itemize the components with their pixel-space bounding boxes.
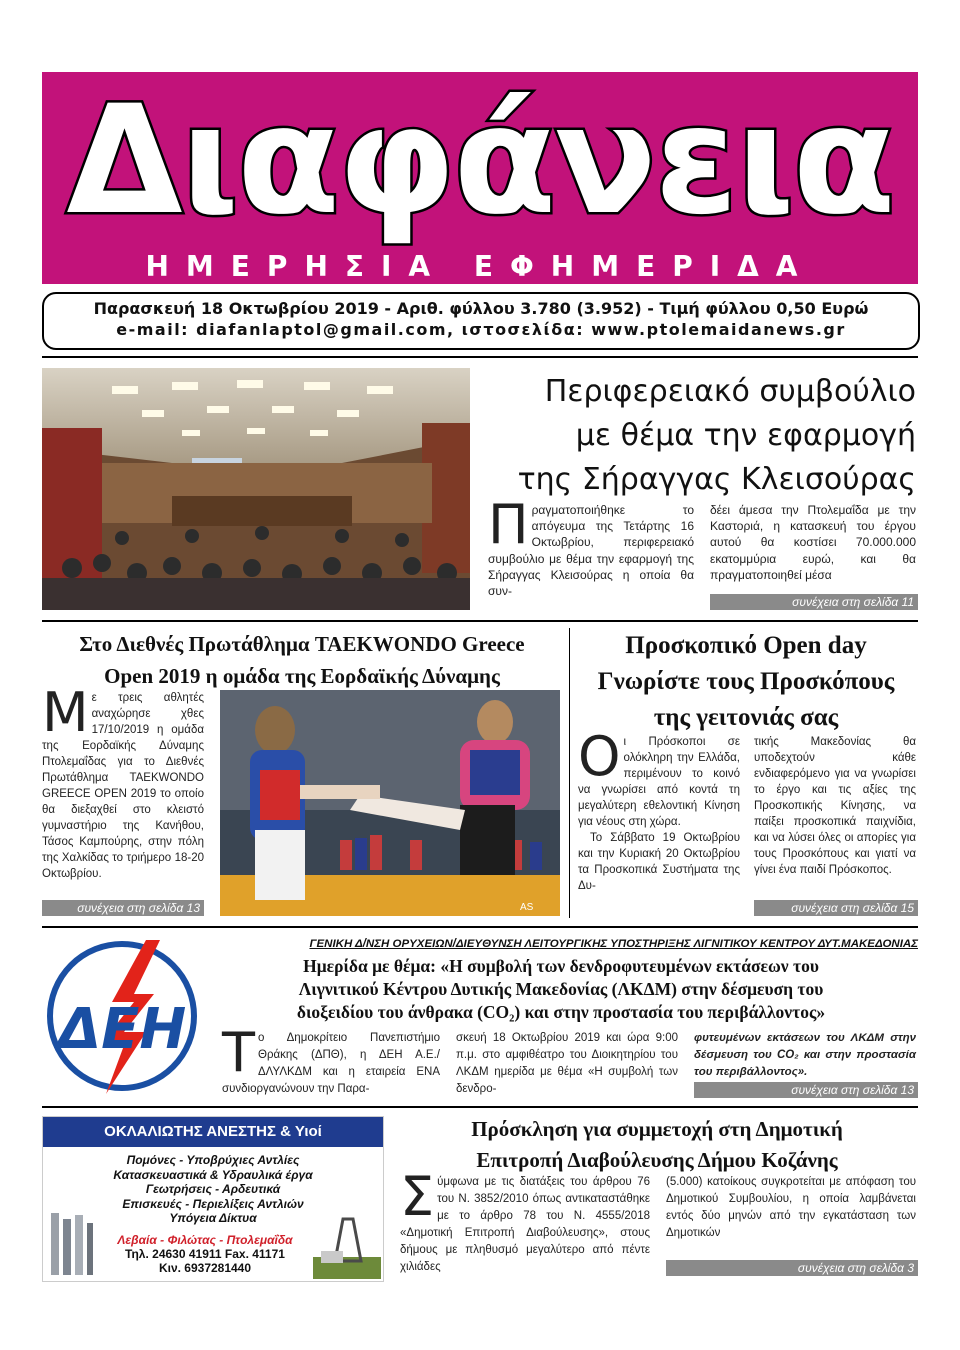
article1-headline: Περιφερειακό συμβούλιο με θέμα την εφαρμογή της Σήραγγας Κλεισούρας <box>517 374 916 497</box>
article5-dropcap: Σ <box>400 1165 435 1228</box>
divider <box>42 356 918 358</box>
article1-col1: Πραγματοποιήθηκε το απόγευμα της Τετάρτης 16 Οκτωβρίου, περιφερειακό συμβούλιο με θέμα την εφαρμογή της Σήραγγας Κλεισούρας η οποία θα συν- <box>488 493 694 599</box>
article4-dropcap: Τ <box>222 1021 255 1084</box>
ad-location: Λεβαία - Φιλώτας - Πτολεμαΐδα <box>117 1233 293 1247</box>
article3-col1: Οι Πρόσκοποι σε ολόκληρη την Ελλάδα, περιμένουν το κοινό να γνωρίσει από κοντά τη μεγαλύτερη εθελοντική Κίνηση για νέους στη χώρα. Το Σάββατο 19 Οκτωβρίου και την Κυριακή 20 Οκτωβρίου τα Προσκοπικά Συστήματα της Δυ- <box>578 725 740 892</box>
divider <box>42 926 918 928</box>
article5-headline: Πρόσκληση για συμμετοχή στη Δημοτική Επιτροπή Διαβούλευσης Δήμου Κοζάνης <box>471 1117 843 1172</box>
article4-col1: Το Δημοκρίτειο Πανεπιστήμιο Θράκης (ΔΠΘ), η ΔΕΗ Α.Ε./ΔΛΥΛΚΔΜ και η εταιρεία ΕΝΑ συνδιοργανώνουν την Παρα- <box>222 1021 440 1095</box>
column-divider <box>569 628 570 918</box>
article1-continued[interactable]: συνέχεια στη σελίδα 11 <box>710 594 918 610</box>
ad-header: ΟΚΛΑΛΙΩΤΗΣ ΑΝΕΣΤΗΣ & Υιοί <box>43 1117 383 1147</box>
article1-col2: δέει άμεσα την Πτολεμαΐδα με την Καστοριά, η κατασκευή του έργου αυτού θα κοστίσει 70.000.000 εκατομμύρια ευρώ, και θα πραγματοποιηθεί μέσα <box>710 503 916 582</box>
council-photo <box>42 368 470 610</box>
newspaper-title: Διαφάνεια <box>66 74 894 248</box>
masthead <box>42 72 918 284</box>
svg-text:AS: AS <box>520 902 534 913</box>
article5-continued[interactable]: συνέχεια στη σελίδα 3 <box>666 1260 918 1276</box>
article2-continued[interactable]: συνέχεια στη σελίδα 13 <box>42 900 204 916</box>
taekwondo-photo <box>220 690 560 916</box>
ad-phone: Τηλ. 24630 41911 Fax. 41171 <box>125 1247 285 1261</box>
article4-col3: φυτευμένων εκτάσεων του ΛΚΔΜ στην δέσμευση του CO₂ και στην προστασία του περιβάλλοντος». <box>694 1032 916 1078</box>
article3-headline: Προσκοπικό Open day Γνωρίστε τους Προσκόπους της γειτονιάς σας <box>597 632 895 731</box>
advertisement[interactable] <box>42 1116 384 1282</box>
ad-line: Γεωτρήσεις - Αρδευτικά <box>145 1182 281 1196</box>
deh-logo <box>42 936 202 1096</box>
ad-line: Υπόγεια Δίκτυα <box>169 1211 257 1225</box>
pump-icon <box>47 1209 95 1279</box>
article3-continued[interactable]: συνέχεια στη σελίδα 15 <box>754 900 918 916</box>
divider <box>42 620 918 622</box>
article5-col1: Σύμφωνα με τις διατάξεις του άρθρου 76 του Ν. 3852/2010 όπως αντικαταστάθηκε με το άρθρο 78 του Ν. 4555/2018 «Δημοτική Επιτροπή Διαβούλευσης», στους δήμους με πληθυσμό μεγαλύτερο από πέντε χιλιάδες <box>400 1165 650 1273</box>
issue-info-box <box>42 292 920 350</box>
article4-col2: σκευή 18 Οκτωβρίου 2019 και ώρα 9:00 π.μ. στο αμφιθέατρο του Διοικητηρίου του ΛΚΔΜ ημερίδα με θέμα «Η συμβολή των δενδρο- <box>456 1032 678 1095</box>
divider <box>42 1106 918 1108</box>
article3-col2: τικής Μακεδονίας θα υποδεχτούν κάθε ενδιαφερόμενο για να γνωρίσει το έργο και τις αξίες της Προσκοπικής Κίνησης, να παίξει προσκοπικά παιχνίδια, και να λύσει όλες οι απορίες για τους Προσκόπους και γιατί να γίνει ένα παιδί Πρόσκοπος. <box>754 736 916 876</box>
ad-mobile: Κιν. 6937281440 <box>158 1261 252 1275</box>
article1-dropcap: Π <box>488 493 529 556</box>
article2-headline: Στο Διεθνές Πρωτάθλημα TAEKWONDO Greece Open 2019 η ομάδα της Εορδαϊκής Δύναμης <box>79 632 525 688</box>
article4-headline: Ημερίδα με θέμα: «Η συμβολή των δενδροφυτευμένων εκτάσεων του Λιγνιτικού Κέντρου Δυτικής Μακεδονίας (ΛΚΔΜ) στην δέσμευση του διοξειδίου του άνθρακα (CO₂) και στην προστασία του περιβάλλοντος» <box>296 956 826 1022</box>
article5-col2: (5.000) κατοίκους συγκροτείται με απόφαση του Δημοτικού Συμβουλίου, η οποία λαμβάνεται εντός δύο μηνών από την εγκατάσταση των Δημοτικών <box>666 1176 916 1239</box>
drilling-rig-icon <box>313 1217 381 1279</box>
article4-kicker: ΓΕΝΙΚΗ Δ/ΝΣΗ ΟΡΥΧΕΙΩΝ/ΔΙΕΥΘΥΝΣΗ ΛΕΙΤΟΥΡΓΙΚΗΣ ΥΠΟΣΤΗΡΙΞΗΣ ΛΙΓΝΙΤΙΚΟΥ ΚΕΝΤΡΟΥ ΔΥΤ.ΜΑΚΕΔΟΝΙΑΣ <box>309 938 918 950</box>
article4-continued[interactable]: συνέχεια στη σελίδα 13 <box>694 1082 918 1098</box>
ad-line: Κατασκευαστικά & Υδραυλικά έργα <box>113 1167 313 1182</box>
contact-line: e-mail: diafanlaptol@gmail.com, ιστοσελίδα: www.ptolemaidanews.gr <box>116 320 846 339</box>
issue-date-line: Παρασκευή 18 Οκτωβρίου 2019 - Αριθ. φύλλου 3.780 (3.952) - Τιμή φύλλου 0,50 Ευρώ <box>93 299 869 318</box>
article2-body: Με τρεις αθλητές αναχώρησε χθες 17/10/2019 η ομάδα της Εορδαϊκής Δύναμης Πτολεμαΐδας για το Διεθνές Πρωτάθλημα TAEKWONDO GREECE OPEN 2019 το οποίο θα διεξαχθεί στο κλειστό γυμναστήριο της Κανήθου, Τάσος Καμπούρης, στην πόλη της Χαλκίδας το τριήμερο 18-20 Οκτωβρίου. <box>42 681 204 880</box>
newspaper-subtitle: ΗΜΕΡΗΣΙΑ ΕΦΗΜΕΡΙΔΑ <box>145 250 815 283</box>
article2-dropcap: Μ <box>42 681 89 744</box>
article3-dropcap: Ο <box>578 725 621 788</box>
ad-line: Επισκευές - Περιελίξεις Αντλιών <box>122 1196 304 1211</box>
ad-line: Πομόνες - Υποβρύχιες Αντλίες <box>126 1153 300 1167</box>
deh-logo-text: ΔΕΗ <box>57 997 187 1062</box>
